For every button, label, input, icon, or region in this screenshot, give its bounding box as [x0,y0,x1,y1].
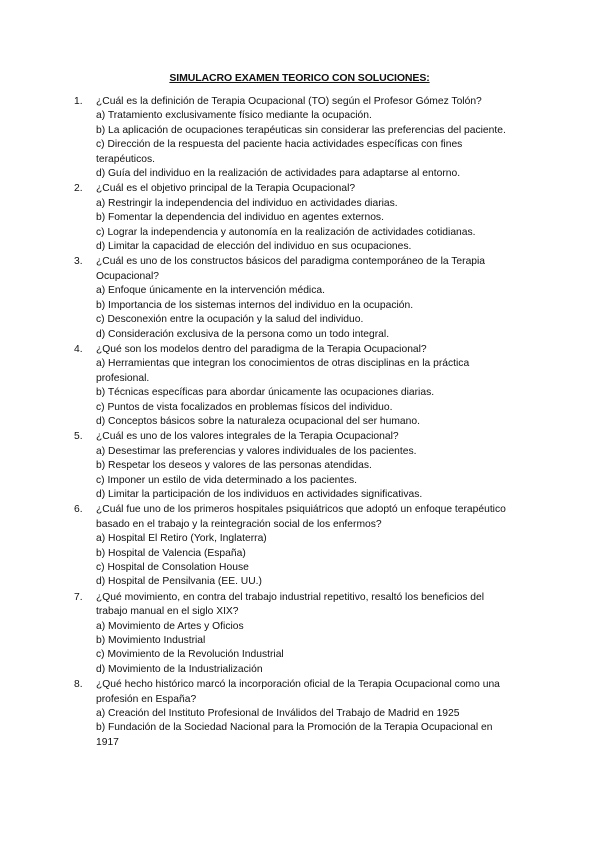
question-text: ¿Cuál es el objetivo principal de la Terapia Ocupacional? [96,183,356,195]
question-list [74,95,514,751]
question-item [74,95,514,181]
answer-option: b) Fundación de la Sociedad Nacional para la Promoción de la Terapia Ocupacional en 1917 [96,722,493,748]
question-item [74,255,514,341]
answer-option: b) Técnicas específicas para abordar únicamente las ocupaciones diarias. [96,387,435,399]
question-number: 2. [74,183,83,195]
question-text: ¿Qué movimiento, en contra del trabajo industrial repetitivo, resaltó los beneficios del trabajo manual en el siglo XIX? [96,591,485,618]
question-number: 8. [74,679,83,691]
answer-option: d) Movimiento de la Industrialización [96,663,263,675]
answer-option: c) Imponer un estilo de vida determinado a los pacientes. [96,474,358,486]
answer-option: c) Desconexión entre la ocupación y la salud del individuo. [96,314,364,326]
answer-option: a) Enfoque únicamente en la intervención médica. [96,285,325,297]
question-item [74,591,514,677]
answer-option: a) Restringir la independencia del individuo en actividades diarias. [96,197,398,209]
question-item [74,503,514,589]
answer-option: d) Hospital de Pensilvania (EE. UU.) [96,576,262,588]
question-text: ¿Qué son los modelos dentro del paradigma de la Terapia Ocupacional? [96,343,427,355]
answer-option: a) Creación del Instituto Profesional de Inválidos del Trabajo de Madrid en 1925 [96,708,460,720]
question-number: 3. [74,256,83,268]
answer-option: c) Movimiento de la Revolución Industrial [96,649,284,661]
question-text: ¿Cuál fue uno de los primeros hospitales psiquiátricos que adoptó un enfoque terapéutico basado en el trabajo y la reintegración social de los enfermos? [96,504,506,530]
answer-option: d) Consideración exclusiva de la persona como un todo integral. [96,328,390,340]
question-number: 7. [74,591,83,603]
answer-option: d) Guía del individuo en la realización de actividades para adaptarse al entorno. [96,168,461,180]
question-number: 4. [74,343,83,355]
answer-option: c) Lograr la independencia y autonomía en la realización de actividades cotidianas. [96,226,476,238]
document-title: SIMULACRO EXAMEN TEORICO CON SOLUCIONES: [169,72,430,84]
answer-option: c) Puntos de vista focalizados en problemas físicos del individuo. [96,401,393,413]
answer-option: d) Limitar la participación de los individuos en actividades significativas. [96,488,423,500]
answer-option: c) Dirección de la respuesta del paciente hacia actividades específicas con fines terapéuticos. [96,139,463,165]
question-number: 1. [74,96,83,107]
question-number: 5. [74,431,83,443]
answer-option: b) La aplicación de ocupaciones terapéuticas sin considerar las preferencias del paciente. [96,124,506,136]
question-text: ¿Cuál es la definición de Terapia Ocupacional (TO) según el Profesor Gómez Tolón? [96,96,482,107]
question-text: ¿Cuál es uno de los constructos básicos del paradigma contemporáneo de la Terapia Ocupacional? [96,256,486,282]
question-text: ¿Cuál es uno de los valores integrales de la Terapia Ocupacional? [96,431,399,443]
question-number: 6. [74,504,83,516]
answer-option: b) Respetar los deseos y valores de las personas atendidas. [96,460,372,472]
answer-option: a) Herramientas que integran los conocimientos de otras disciplinas en la práctica profesional. [96,358,470,384]
question-item [74,430,514,502]
answer-option: c) Hospital de Consolation House [96,562,249,573]
answer-option: d) Limitar la capacidad de elección del individuo en sus ocupaciones. [96,241,412,253]
answer-option: a) Desestimar las preferencias y valores individuales de los pacientes. [96,445,417,457]
question-text: ¿Qué hecho histórico marcó la incorporación oficial de la Terapia Ocupacional como una profesión en España? [96,679,500,705]
question-item [74,678,514,750]
answer-option: b) Importancia de los sistemas internos del individuo en la ocupación. [96,299,414,311]
answer-option: b) Fomentar la dependencia del individuo en agentes externos. [96,212,384,224]
answer-option: a) Tratamiento exclusivamente físico mediante la ocupación. [96,110,372,122]
answer-option: b) Movimiento Industrial [96,635,206,647]
question-item [74,343,514,429]
answer-option: a) Hospital El Retiro (York, Inglaterra) [96,533,267,545]
answer-option: a) Movimiento de Artes y Oficios [96,620,244,632]
question-item [74,182,514,254]
answer-option: d) Conceptos básicos sobre la naturaleza ocupacional del ser humano. [96,415,420,427]
answer-option: b) Hospital de Valencia (España) [96,547,246,559]
